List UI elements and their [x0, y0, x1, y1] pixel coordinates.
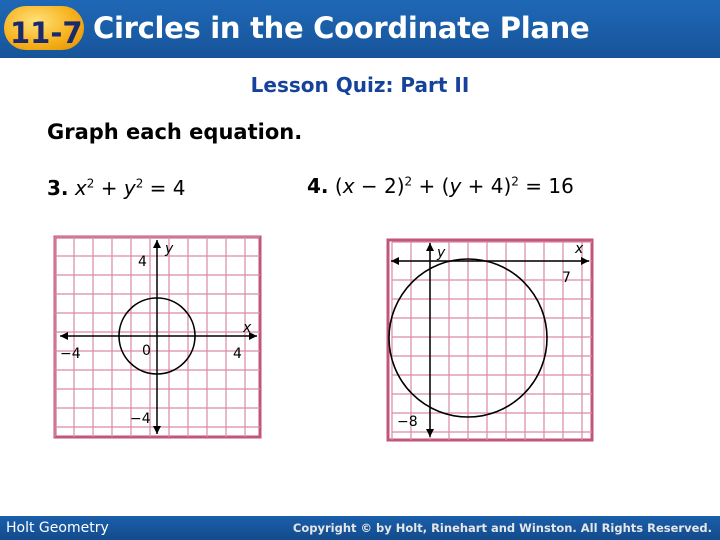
eq4-plus: + (	[412, 174, 450, 198]
eq4-open1: (	[328, 174, 343, 198]
eq4-plus4: + 4)	[461, 174, 512, 198]
graph-3-y-label: y	[165, 241, 174, 257]
eq4-y: y	[449, 174, 462, 198]
eq4-x: x	[342, 174, 355, 198]
lesson-badge	[4, 6, 84, 50]
graph-3-tick-x-left: −4	[60, 346, 81, 362]
eq3-rhs: = 4	[143, 176, 186, 200]
problem-4-number: 4.	[307, 174, 329, 198]
lesson-number: 11-7	[10, 16, 83, 50]
quiz-subtitle: Lesson Quiz: Part II	[250, 73, 470, 97]
graph-4-tick-y: −8	[397, 414, 418, 430]
graph-3-tick-y-bottom: −4	[130, 411, 151, 427]
graph-3-origin-label: 0	[142, 343, 151, 359]
footer-copyright: Copyright © by Holt, Rinehart and Winston. All Rights Reserved.	[292, 521, 712, 535]
footer-book-title: Holt Geometry	[6, 520, 109, 536]
problem-4-equation	[307, 174, 574, 198]
graph-4-y-label: y	[437, 245, 446, 261]
footer-bar	[0, 516, 720, 540]
eq4-exp2: 2	[511, 174, 519, 189]
problem-3-number: 3.	[47, 176, 69, 200]
graph-4-x-label: x	[575, 241, 584, 257]
page-title: Circles in the Coordinate Plane	[93, 11, 590, 45]
problem-3-equation	[47, 176, 186, 200]
eq3-x: x	[74, 176, 87, 200]
eq4-rhs: = 16	[518, 174, 574, 198]
graph-problem-4	[385, 237, 595, 443]
graph-problem-3	[52, 234, 264, 440]
graph-3-x-label: x	[243, 320, 252, 336]
graph-3-tick-y-top: 4	[138, 254, 147, 270]
eq3-plus: +	[94, 176, 124, 200]
eq4-minus: − 2)	[354, 174, 405, 198]
eq3-exp2: 2	[135, 176, 144, 191]
header-bar	[0, 0, 720, 58]
eq3-y: y	[123, 176, 136, 200]
graph-3-tick-x-right: 4	[233, 346, 242, 362]
eq3-exp1: 2	[86, 176, 95, 191]
graph-4-tick-x: 7	[562, 270, 571, 286]
eq4-exp1: 2	[404, 174, 413, 189]
instruction-text: Graph each equation.	[47, 120, 303, 144]
